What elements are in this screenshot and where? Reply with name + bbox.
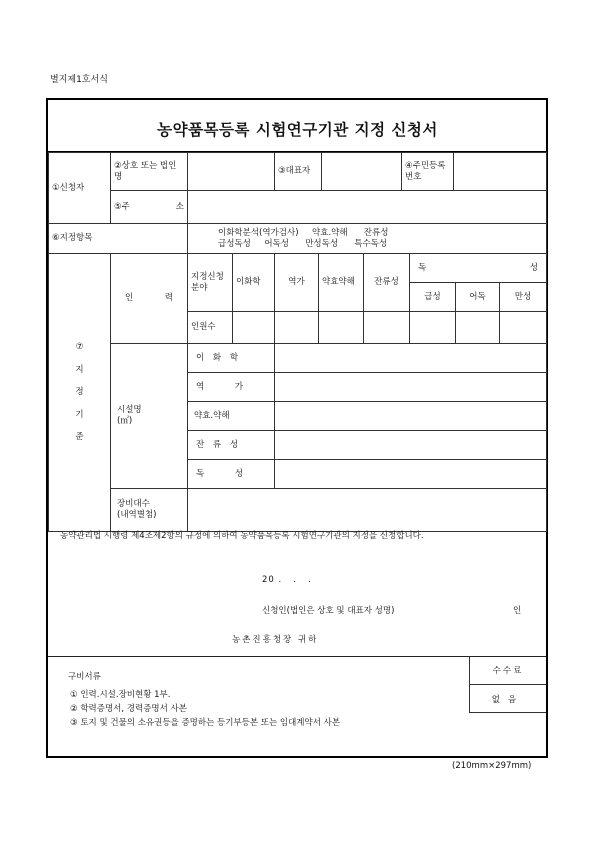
designation-items-line2: 급성독성 어독성 만성독성 특수독성 — [218, 238, 388, 249]
col-potency: 역가 — [275, 254, 319, 312]
facility-row-residue-label: 잔 류 성 — [188, 431, 275, 460]
paper-size-note: (210mm×297mm) — [452, 761, 532, 771]
col-physchem: 이화학 — [233, 254, 275, 312]
criteria-label: ⑦ 지 정 기 준 — [49, 254, 111, 532]
trade-name-field[interactable] — [188, 153, 275, 191]
facility-physchem-field[interactable] — [275, 344, 547, 373]
representative-label: ③대표자 — [275, 153, 322, 191]
addressee: 농촌진흥청장 귀하 — [232, 635, 319, 645]
documents-title: 구비서류 — [68, 672, 101, 682]
col-fish-toxicity: 어독 — [456, 283, 500, 312]
designation-items-line1: 이화학분석(역가검사) 약효.약해 잔류성 — [218, 227, 389, 238]
criteria-table — [48, 253, 547, 532]
address-field[interactable] — [188, 191, 547, 224]
applicant-table — [48, 152, 547, 254]
facility-efficacy-field[interactable] — [275, 402, 547, 431]
document-item-1: ① 인력.시설.장비현황 1부. — [70, 690, 171, 700]
designation-items-label: ⑥지정항목 — [49, 224, 188, 254]
col-toxicity: 독 성 — [410, 254, 547, 283]
facility-row-potency-label: 역 가 — [188, 373, 275, 402]
headcount-residue-field[interactable] — [364, 312, 410, 344]
headcount-physchem-field[interactable] — [233, 312, 275, 344]
representative-field[interactable] — [322, 153, 402, 191]
form-title: 농약품목등록 시험연구기관 지정 신청서 — [157, 121, 438, 139]
fee-box — [469, 656, 546, 713]
seal-mark: 인 — [513, 606, 522, 616]
col-acute-toxicity: 급성 — [410, 283, 456, 312]
facility-row-toxicity-label: 독 성 — [188, 460, 275, 489]
document-item-2: ② 학력증명서, 경력증명서 사본 — [70, 704, 187, 714]
form-number: 별지제1호서식 — [50, 75, 108, 85]
date-line: 20 . . . — [262, 575, 312, 585]
facility-row-efficacy-label: 약효.약해 — [188, 402, 275, 431]
headcount-fish-field[interactable] — [456, 312, 500, 344]
col-chronic-toxicity: 만성 — [500, 283, 547, 312]
facility-potency-field[interactable] — [275, 373, 547, 402]
applicant-signature: 신청인(법인은 상호 및 대표자 성명) — [262, 606, 395, 616]
document-item-3: ③ 토지 및 건물의 소유권등을 증명하는 등기부등본 또는 임대계약서 사본 — [70, 718, 341, 728]
fee-value: 없음 — [491, 695, 525, 705]
field-header: 지정신청분야 — [188, 254, 233, 312]
headcount-efficacy-field[interactable] — [319, 312, 364, 344]
facility-label: 시설명 (㎡) — [111, 344, 188, 489]
facility-row-physchem-label: 이 화 학 — [188, 344, 275, 373]
facility-residue-field[interactable] — [275, 431, 547, 460]
col-residue: 잔류성 — [364, 254, 410, 312]
headcount-potency-field[interactable] — [275, 312, 319, 344]
fee-label: 수수료 — [470, 656, 546, 685]
equipment-label: 장비대수 (내역별첨) — [111, 489, 188, 532]
personnel-label: 인 력 — [111, 254, 188, 344]
col-efficacy: 약효약해 — [319, 254, 364, 312]
headcount-acute-field[interactable] — [410, 312, 456, 344]
resident-no-label: ④주민등록번호 — [402, 153, 454, 191]
equipment-field[interactable] — [188, 489, 547, 532]
application-statement: 농약관리법 시행령 제4조제2항의 규정에 의하여 농약품목등록 시험연구기관의 지정을 신청합니다. — [60, 531, 424, 541]
applicant-label: ①신청자 — [49, 153, 111, 224]
headcount-chronic-field[interactable] — [500, 312, 547, 344]
address-label: ⑤주 소 — [111, 191, 188, 224]
resident-no-field[interactable] — [454, 153, 547, 191]
facility-toxicity-field[interactable] — [275, 460, 547, 489]
headcount-label: 인원수 — [188, 312, 233, 344]
trade-name-label: ②상호 또는 법인명 — [111, 153, 188, 191]
designation-items-options[interactable] — [188, 224, 547, 254]
